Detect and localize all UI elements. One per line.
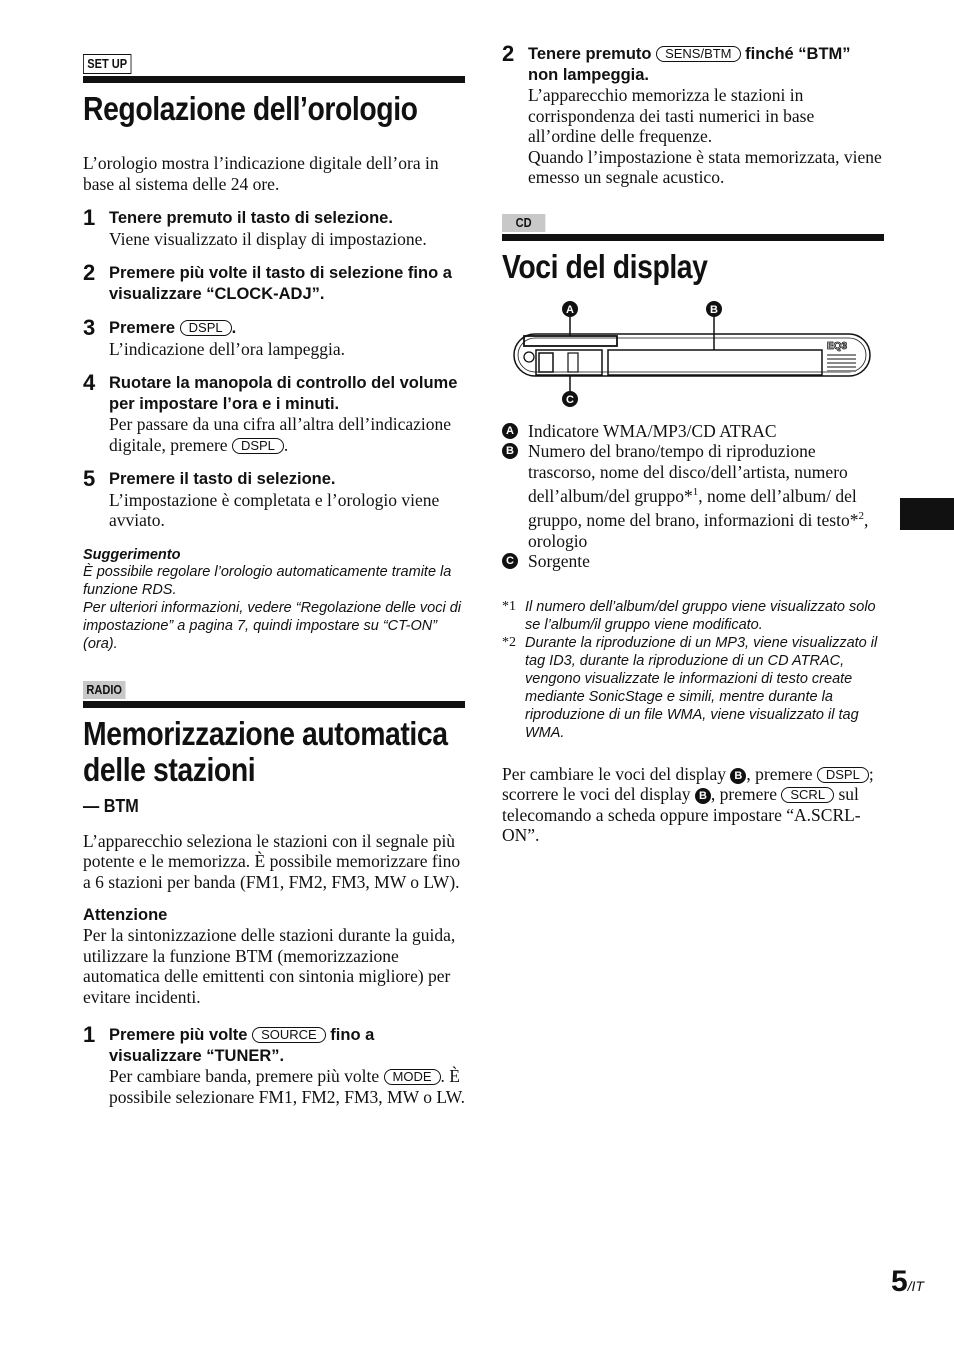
section-rule xyxy=(83,701,465,708)
step-body-text: Per cambiare banda, premere più volte xyxy=(109,1066,380,1086)
level-meter xyxy=(827,354,856,372)
step-heading: Ruotare la manopola di controllo del volume per impostare l’ora e i minuti. xyxy=(109,374,458,413)
heading-btm-subtitle: — BTM xyxy=(83,795,139,816)
clock-step-2 xyxy=(83,260,465,304)
callout-b xyxy=(706,301,722,317)
dspl-key-label: DSPL xyxy=(817,767,869,783)
step-heading: Premere più volte il tasto di selezione fino a visualizzare “CLOCK-ADJ”. xyxy=(109,264,452,303)
step-body-punct: . xyxy=(283,434,289,455)
step-body-text: Per passare da una cifra all’altra dell’indicazione digitale, premere xyxy=(109,414,452,455)
clock-step-1 xyxy=(83,205,465,249)
clock-step-3 xyxy=(83,315,465,359)
step-heading xyxy=(109,1025,465,1066)
text-area-b xyxy=(608,350,822,375)
footnote-2 xyxy=(502,634,884,742)
left-column xyxy=(83,54,465,1107)
dspl-key-label: DSPL xyxy=(180,320,232,336)
callout-b-label: B xyxy=(710,303,718,316)
legend-text: Indicatore WMA/MP3/CD ATRAC xyxy=(528,420,777,441)
section-thumb-tab xyxy=(900,498,954,530)
display-diagram xyxy=(502,295,884,413)
section-tag-setup: SET UP xyxy=(83,54,131,74)
footnote-1 xyxy=(502,598,884,634)
page-number xyxy=(891,1265,924,1299)
clock-step-4 xyxy=(83,370,465,455)
step-heading-punct: . xyxy=(231,319,237,337)
display-instructions xyxy=(502,764,884,846)
right-column xyxy=(502,41,884,846)
footnote-ref-1: 1 xyxy=(692,486,699,498)
clock-intro: L’orologio mostra l’indicazione digitale dell’ora in base al sistema delle 24 ore. xyxy=(83,153,439,194)
heading-clock: Regolazione dell’orologio xyxy=(83,90,418,127)
sens-btm-key-label: SENS/BTM xyxy=(656,46,740,62)
btm-step-2 xyxy=(502,41,884,188)
scrl-key-label: SCRL xyxy=(781,787,834,803)
step-body: L’impostazione è completata e l’orologio viene avviato. xyxy=(109,489,440,530)
footnotes xyxy=(502,598,884,742)
legend-marker: C xyxy=(502,553,518,569)
step-body xyxy=(109,1066,465,1107)
step-body xyxy=(109,414,465,455)
heading-btm-line1: Memorizzazione automatica xyxy=(83,714,448,752)
callout-lines xyxy=(570,317,714,392)
footnote-text: Durante la riproduzione di un MP3, viene visualizzato il tag ID3, durante la riproduzione di un CD ATRAC, vengono visualizzate le informazioni di testo create mediante SonicStage e simili, mentre durante la riproduzione di un file WMA, viene visualizzato il tag WMA. xyxy=(525,634,878,741)
callout-a-label: A xyxy=(566,303,574,316)
marker-b-inline: B xyxy=(730,768,746,784)
step-body-1: L’apparecchio memorizza le stazioni in corrispondenza dei tasti numerici in base all’ordine delle frequenze. xyxy=(528,85,815,146)
instr-text-4: , premere xyxy=(710,784,777,805)
step-heading-text: Premere xyxy=(109,319,176,337)
step-number: 1 xyxy=(83,1022,96,1047)
legend-item-c xyxy=(502,551,884,572)
step-number: 1 xyxy=(83,205,96,230)
btm-step-1 xyxy=(83,1022,465,1107)
legend-text: Sorgente xyxy=(528,551,590,572)
heading-btm-line2: delle stazioni xyxy=(83,750,256,788)
section-tag-radio: RADIO xyxy=(83,681,125,699)
step-number: 5 xyxy=(83,466,96,491)
step-heading: Tenere premuto il tasto di selezione. xyxy=(109,209,393,227)
display-legend xyxy=(502,421,884,572)
btm-intro: L’apparecchio seleziona le stazioni con il segnale più potente e le memorizza. È possibile memorizzare fino a 6 stazioni per banda (FM1, FM2, FM3, MW o LW). xyxy=(83,830,461,892)
footnote-text: Il numero dell’album/del gruppo viene visualizzato solo se l’album/il gruppo viene modificato. xyxy=(525,598,876,633)
instr-text-1: Per cambiare le voci del display xyxy=(502,763,727,784)
source-key-label: SOURCE xyxy=(252,1027,326,1043)
footnote-ref-2: 2 xyxy=(858,510,864,523)
step-heading xyxy=(109,318,465,339)
footnote-mark: *2 xyxy=(502,634,516,650)
callout-c-label: C xyxy=(566,393,574,406)
step-heading-text-2: finché “BTM” non lampeggia. xyxy=(528,45,851,84)
footnote-mark: *1 xyxy=(502,598,516,614)
step-heading: Premere il tasto di selezione. xyxy=(109,470,336,488)
clock-step-5 xyxy=(83,466,465,531)
step-heading-text: Tenere premuto xyxy=(528,45,652,63)
mode-key-label: MODE xyxy=(384,1069,441,1085)
callout-c xyxy=(562,391,578,407)
legend-marker: A xyxy=(502,423,518,439)
tip-text-1: È possibile regolare l’orologio automaticamente tramite la funzione RDS. xyxy=(83,563,452,598)
instr-text-3: ; scorrere le voci del display xyxy=(502,763,874,805)
tip-text-2: Per ulteriori informazioni, vedere “Regolazione delle voci di impostazione” a pagina 7, quindi impostare su “CT-ON” (ora). xyxy=(83,599,461,652)
step-body: Viene visualizzato il display di impostazione. xyxy=(109,228,427,249)
eq-label: EQ3 xyxy=(827,340,848,352)
callout-a xyxy=(562,301,578,317)
section-rule xyxy=(502,234,884,241)
step-heading-text: Premere più volte xyxy=(109,1026,248,1044)
indicator-area-a xyxy=(524,336,617,346)
page-number-value: 5 xyxy=(890,1265,908,1298)
step-body: L’indicazione dell’ora lampeggia. xyxy=(109,338,345,359)
disc-icon xyxy=(524,352,534,362)
step-number: 4 xyxy=(83,370,96,395)
legend-text-3: , orologio xyxy=(528,510,869,551)
step-body-text-2: . È possibile selezionare FM1, FM2, FM3, MW o LW. xyxy=(109,1066,465,1107)
legend-text-2: , nome dell’album/ del gruppo, nome del brano, informazioni di testo* xyxy=(528,485,859,531)
page-number-suffix: /IT xyxy=(907,1278,924,1294)
caution-text: Per la sintonizzazione delle stazioni durante la guida, utilizzare la funzione BTM (memorizzazione automatica delle emittenti con sintonia migliore) per evitare incidenti. xyxy=(83,925,456,1007)
section-tag-cd: CD xyxy=(502,214,545,232)
step-number: 3 xyxy=(83,315,96,340)
caution-heading: Attenzione xyxy=(83,906,168,924)
section-rule xyxy=(83,76,465,83)
dspl-key-label: DSPL xyxy=(232,438,284,454)
step-number: 2 xyxy=(502,41,515,66)
legend-marker: B xyxy=(502,443,518,459)
source-area-c xyxy=(536,350,602,375)
step-body-2: Quando l’impostazione è stata memorizzata, viene emesso un segnale acustico. xyxy=(528,146,882,187)
step-heading xyxy=(528,44,884,85)
legend-item-a xyxy=(502,421,884,442)
instr-text-5: sul telecomando a scheda oppure impostare “A.SCRL-ON”. xyxy=(502,784,861,846)
marker-b-inline: B xyxy=(695,788,711,804)
instr-text-2: , premere xyxy=(746,763,813,784)
legend-item-b xyxy=(502,441,884,551)
step-number: 2 xyxy=(83,260,96,285)
step-heading-text-2: fino a visualizzare “TUNER”. xyxy=(109,1026,375,1065)
heading-display: Voci del display xyxy=(502,247,708,285)
legend-text: Numero del brano/tempo di riproduzione trascorso, nome del disco/dell’artista, numero dell’album/del gruppo* xyxy=(528,441,848,506)
tip-heading: Suggerimento xyxy=(83,546,181,563)
